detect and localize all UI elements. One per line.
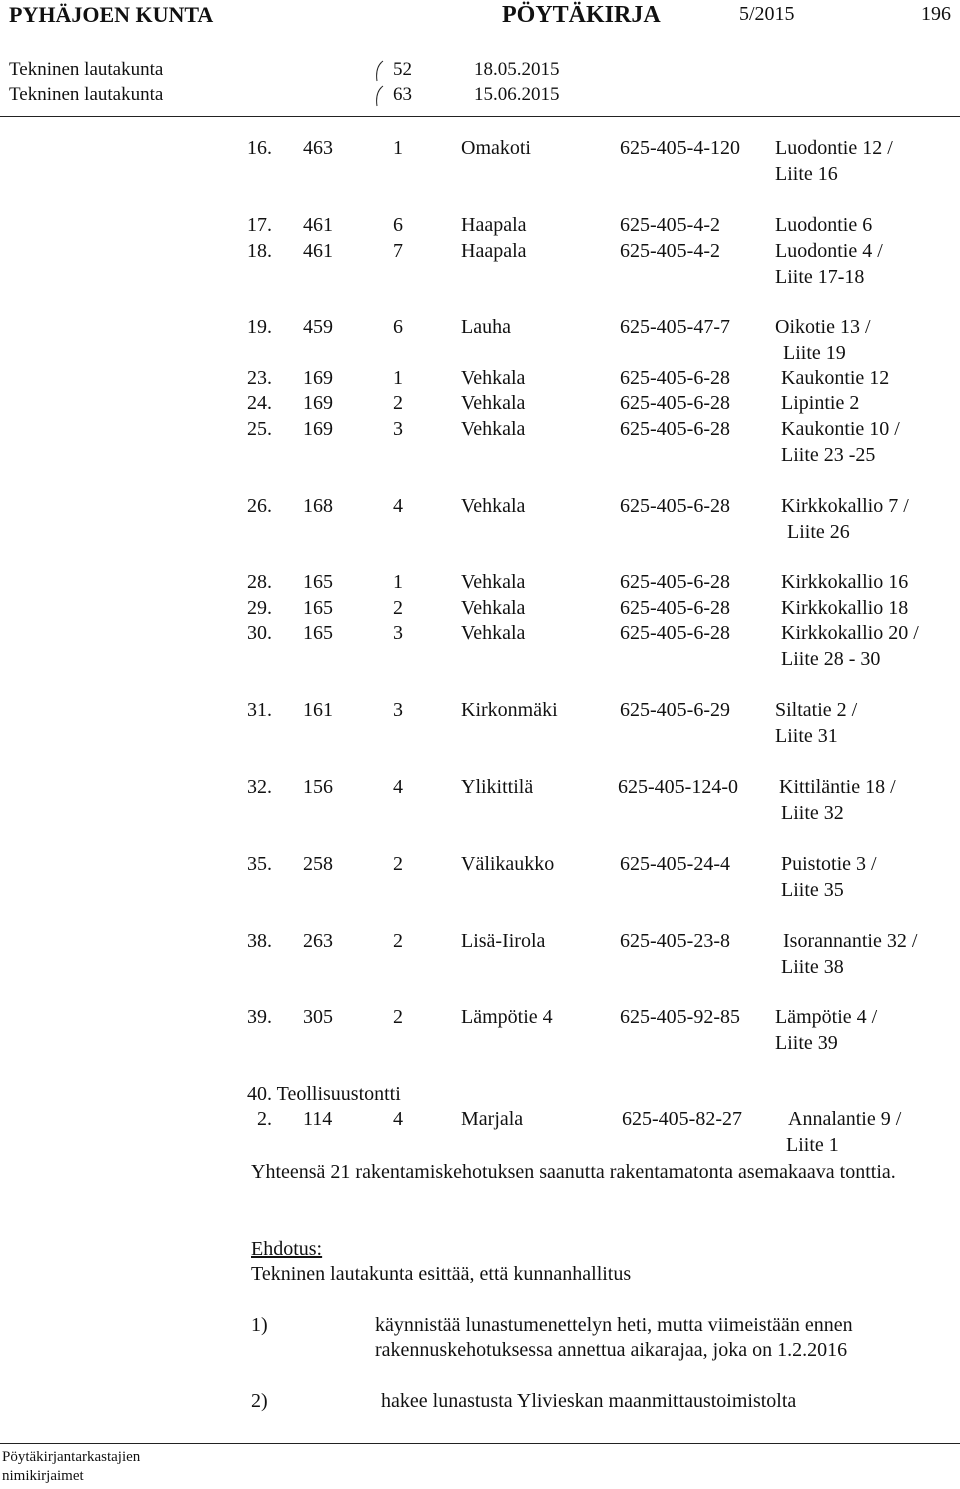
- lot-street: Kirkkokallio 7 /: [781, 495, 909, 517]
- lot-plot: 1: [393, 367, 403, 389]
- lot-plot: 6: [393, 316, 403, 338]
- lot-plot: 3: [393, 622, 403, 644]
- lot-block: 169: [303, 392, 333, 414]
- lot-attachment: Liite 28 - 30: [781, 648, 881, 670]
- meeting-section: 63: [393, 84, 412, 105]
- lot-attachment: Liite 23 -25: [781, 444, 876, 466]
- lot-plot: 6: [393, 214, 403, 236]
- lot-block: 161: [303, 699, 333, 721]
- lot-number: 17.: [247, 214, 272, 236]
- lot-name: Vehkala: [461, 367, 526, 389]
- proposal-intro: Tekninen lautakunta esittää, että kunnanhallitus: [251, 1263, 632, 1285]
- section-bracket-icon: [372, 85, 386, 107]
- lot-street: Kirkkokallio 18: [781, 597, 909, 619]
- lot-name: Kirkonmäki: [461, 699, 558, 721]
- lot-name: Vehkala: [461, 495, 526, 517]
- municipality-name: PYHÄJOEN KUNTA: [9, 2, 214, 27]
- lot-number: 16.: [247, 137, 272, 159]
- meeting-body: Tekninen lautakunta: [9, 84, 164, 105]
- lot-number: 28.: [247, 571, 272, 593]
- lot-plot: 3: [393, 699, 403, 721]
- proposal-item-number: 1): [251, 1314, 268, 1336]
- lot-number: 29.: [247, 597, 272, 619]
- proposal-item-number: 2): [251, 1390, 268, 1412]
- lot-property-id: 625-405-6-28: [620, 495, 730, 517]
- industrial-attachment: Liite 1: [786, 1134, 839, 1156]
- lot-street: Lämpötie 4 /: [775, 1006, 878, 1028]
- lot-property-id: 625-405-6-28: [620, 367, 730, 389]
- meeting-date: 18.05.2015: [474, 59, 560, 80]
- lot-property-id: 625-405-24-4: [620, 853, 730, 875]
- lot-block: 258: [303, 853, 333, 875]
- summary-text: Yhteensä 21 rakentamiskehotuksen saanutta rakentamatonta asemakaava tonttia.: [251, 1161, 896, 1183]
- lot-block: 459: [303, 316, 333, 338]
- lot-property-id: 625-405-124-0: [618, 776, 738, 798]
- lot-attachment: Liite 31: [775, 725, 838, 747]
- lot-attachment: Liite 35: [781, 879, 844, 901]
- lot-number: 24.: [247, 392, 272, 414]
- lot-street: Puistotie 3 /: [781, 853, 877, 875]
- lot-street: Siltatie 2 /: [775, 699, 858, 721]
- lot-name: Lämpötie 4: [461, 1006, 553, 1028]
- lot-name: Omakoti: [461, 137, 531, 159]
- lot-property-id: 625-405-6-28: [620, 571, 730, 593]
- lot-property-id: 625-405-4-120: [620, 137, 740, 159]
- proposal-item-text: hakee lunastusta Ylivieskan maanmittaustoimistolta: [381, 1390, 797, 1412]
- lot-attachment: Liite 26: [787, 521, 850, 543]
- lot-street: Luodontie 4 /: [775, 240, 883, 262]
- lot-street: Kaukontie 12: [781, 367, 890, 389]
- lot-name: Haapala: [461, 214, 527, 236]
- lot-number: 19.: [247, 316, 272, 338]
- industrial-property-id: 625-405-82-27: [622, 1108, 742, 1130]
- lot-attachment: Liite 32: [781, 802, 844, 824]
- lot-street: Lipintie 2: [781, 392, 860, 414]
- lot-block: 168: [303, 495, 333, 517]
- lot-attachment: Liite 39: [775, 1032, 838, 1054]
- lot-plot: 2: [393, 392, 403, 414]
- header-rule: [0, 116, 960, 117]
- lot-plot: 1: [393, 137, 403, 159]
- lot-property-id: 625-405-6-28: [620, 418, 730, 440]
- lot-street: Luodontie 12 /: [775, 137, 893, 159]
- meeting-date: 15.06.2015: [474, 84, 560, 105]
- document-type: PÖYTÄKIRJA: [502, 2, 661, 28]
- lot-block: 156: [303, 776, 333, 798]
- proposal-item-text: rakennuskehotuksessa annettua aikarajaa, joka on 1.2.2016: [375, 1339, 848, 1361]
- lot-plot: 2: [393, 1006, 403, 1028]
- lot-property-id: 625-405-23-8: [620, 930, 730, 952]
- lot-block: 461: [303, 240, 333, 262]
- lot-number: 35.: [247, 853, 272, 875]
- lot-name: Vehkala: [461, 597, 526, 619]
- industrial-plot: 4: [393, 1108, 403, 1130]
- lot-name: Vehkala: [461, 622, 526, 644]
- lot-property-id: 625-405-6-28: [620, 392, 730, 414]
- lot-property-id: 625-405-92-85: [620, 1006, 740, 1028]
- industrial-street: Annalantie 9 /: [788, 1108, 902, 1130]
- industrial-heading: 40. Teollisuustontti: [247, 1083, 401, 1105]
- page-number: 196: [921, 3, 951, 25]
- lot-number: 18.: [247, 240, 272, 262]
- lot-plot: 3: [393, 418, 403, 440]
- issue-number: 5/2015: [739, 3, 795, 25]
- lot-plot: 2: [393, 597, 403, 619]
- lot-plot: 2: [393, 853, 403, 875]
- proposal-label: Ehdotus:: [251, 1238, 323, 1260]
- lot-number: 32.: [247, 776, 272, 798]
- lot-property-id: 625-405-4-2: [620, 240, 720, 262]
- proposal-item-text: käynnistää lunastumenettelyn heti, mutta viimeistään ennen: [375, 1314, 853, 1336]
- section-bracket-icon: [372, 60, 386, 82]
- lot-street: Isorannantie 32 /: [783, 930, 918, 952]
- lot-property-id: 625-405-6-28: [620, 597, 730, 619]
- lot-property-id: 625-405-4-2: [620, 214, 720, 236]
- lot-number: 26.: [247, 495, 272, 517]
- lot-name: Lisä-Iirola: [461, 930, 546, 952]
- lot-name: Vehkala: [461, 392, 526, 414]
- lot-street: Kaukontie 10 /: [781, 418, 900, 440]
- lot-number: 30.: [247, 622, 272, 644]
- lot-street: Kirkkokallio 16: [781, 571, 909, 593]
- lot-block: 263: [303, 930, 333, 952]
- lot-plot: 2: [393, 930, 403, 952]
- lot-block: 165: [303, 571, 333, 593]
- lot-attachment: Liite 16: [775, 163, 838, 185]
- lot-block: 165: [303, 597, 333, 619]
- lot-plot: 1: [393, 571, 403, 593]
- lot-block: 165: [303, 622, 333, 644]
- lot-block: 169: [303, 418, 333, 440]
- lot-number: 23.: [247, 367, 272, 389]
- lot-block: 169: [303, 367, 333, 389]
- lot-number: 39.: [247, 1006, 272, 1028]
- lot-plot: 4: [393, 776, 403, 798]
- lot-name: Vehkala: [461, 418, 526, 440]
- lot-street: Oikotie 13 /: [775, 316, 871, 338]
- lot-name: Haapala: [461, 240, 527, 262]
- meeting-section: 52: [393, 59, 412, 80]
- lot-property-id: 625-405-47-7: [620, 316, 730, 338]
- lot-number: 25.: [247, 418, 272, 440]
- lot-block: 305: [303, 1006, 333, 1028]
- lot-attachment: Liite 17-18: [775, 266, 865, 288]
- lot-property-id: 625-405-6-28: [620, 622, 730, 644]
- lot-block: 461: [303, 214, 333, 236]
- footer-label: nimikirjaimet: [2, 1468, 84, 1484]
- footer-rule: [0, 1443, 960, 1444]
- lot-property-id: 625-405-6-29: [620, 699, 730, 721]
- lot-street: Luodontie 6: [775, 214, 873, 236]
- lot-street: Kirkkokallio 20 /: [781, 622, 919, 644]
- lot-number: 38.: [247, 930, 272, 952]
- lot-block: 463: [303, 137, 333, 159]
- lot-plot: 7: [393, 240, 403, 262]
- lot-attachment: Liite 19: [783, 342, 846, 364]
- lot-name: Lauha: [461, 316, 511, 338]
- lot-name: Vehkala: [461, 571, 526, 593]
- meeting-body: Tekninen lautakunta: [9, 59, 164, 80]
- lot-attachment: Liite 38: [781, 956, 844, 978]
- lot-plot: 4: [393, 495, 403, 517]
- lot-name: Välikaukko: [461, 853, 555, 875]
- footer-label: Pöytäkirjantarkastajien: [2, 1449, 141, 1465]
- lot-name: Ylikittilä: [461, 776, 534, 798]
- industrial-block: 114: [303, 1108, 333, 1130]
- industrial-no: 2.: [257, 1108, 272, 1130]
- lot-street: Kittiläntie 18 /: [779, 776, 896, 798]
- industrial-name: Marjala: [461, 1108, 524, 1130]
- lot-number: 31.: [247, 699, 272, 721]
